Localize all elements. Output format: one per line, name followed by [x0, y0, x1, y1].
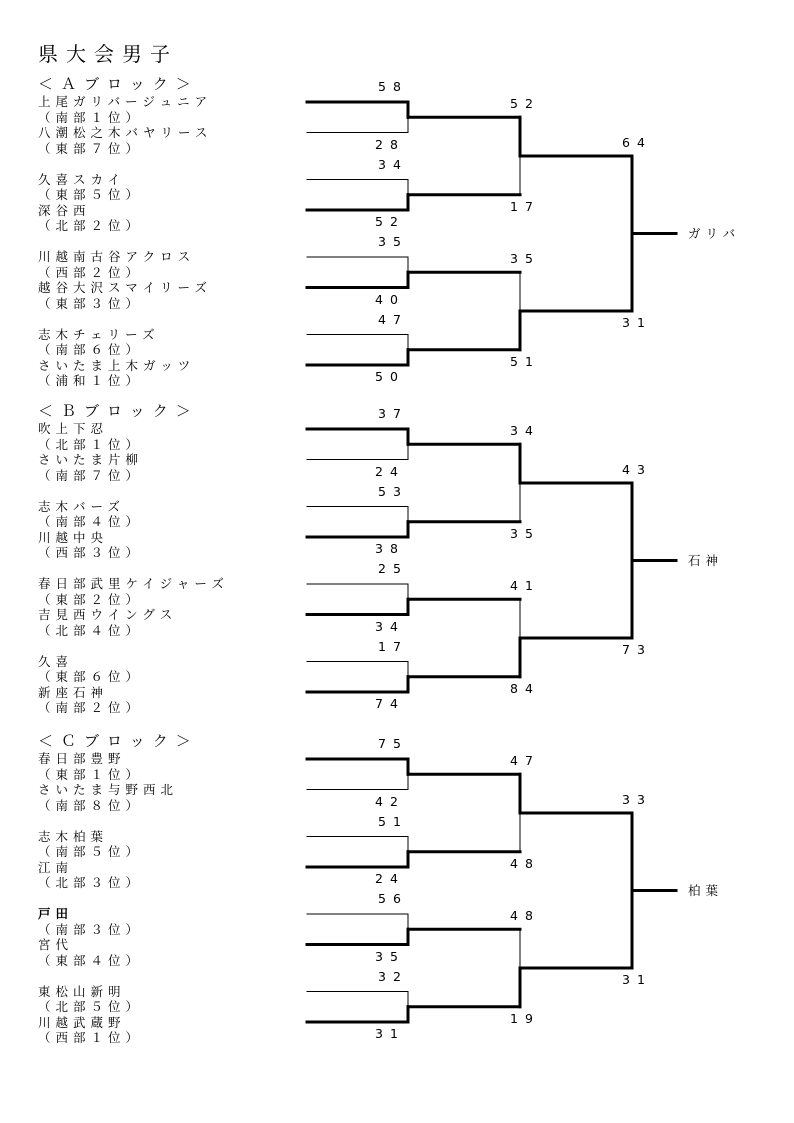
team-rank: （東部４位）	[38, 952, 144, 968]
score-label: 19	[510, 1010, 540, 1026]
team-name: 川越武蔵野	[38, 1014, 126, 1030]
score-label: 56	[378, 891, 408, 906]
score-label: 17	[378, 638, 408, 654]
team-name: 八潮松之木バヤリース	[38, 125, 213, 140]
team-rank: （南部２位）	[38, 700, 144, 715]
team-name: 東松山新明	[38, 983, 126, 999]
team-rank: （東部２位）	[38, 591, 144, 607]
team-name: 志木チェリーズ	[38, 326, 160, 342]
score-label: 84	[510, 680, 540, 696]
team-rank: （南部５位）	[38, 844, 144, 859]
score-label: 34	[510, 423, 540, 439]
team-rank: （東部１位）	[38, 766, 144, 782]
score-label: 75	[378, 736, 408, 751]
team-name: 吉見西ウイングス	[38, 607, 178, 622]
team-name: 吹上下忍	[38, 421, 109, 436]
score-label: 73	[622, 642, 652, 657]
score-label: 35	[510, 251, 540, 267]
team-name: 川越中央	[38, 529, 109, 545]
team-rank: （南部１位）	[38, 109, 144, 125]
team-name: 越谷大沢スマイリーズ	[38, 280, 212, 295]
score-label: 31	[622, 972, 652, 987]
team-rank: （東部５位）	[38, 187, 144, 202]
score-label: 24	[375, 871, 405, 886]
score-label: 28	[375, 136, 405, 152]
team-name: 春日部武里ケイジャーズ	[38, 576, 229, 591]
score-label: 52	[375, 214, 405, 229]
team-rank: （南部６位）	[38, 342, 144, 357]
team-rank: （西部１位）	[38, 1030, 144, 1045]
score-label: 25	[378, 561, 408, 576]
team-name: 春日部豊野	[38, 751, 126, 766]
team-rank: （北部１位）	[38, 436, 144, 452]
team-rank: （南部８位）	[38, 797, 144, 813]
score-label: 48	[510, 908, 540, 924]
score-label: 17	[510, 198, 540, 214]
score-label: 34	[378, 156, 408, 172]
score-label: 50	[375, 369, 405, 384]
score-label: 32	[378, 968, 408, 984]
score-label: 35	[375, 948, 405, 964]
team-name: 宮代	[38, 937, 74, 952]
team-name: 久喜スカイ	[38, 171, 126, 187]
team-name: 川越南古谷アクロス	[38, 249, 196, 264]
team-rank: （西部３位）	[38, 545, 144, 560]
score-label: 35	[510, 525, 540, 541]
score-label: 43	[622, 462, 652, 477]
team-rank: （南部４位）	[38, 514, 144, 529]
team-name: 志木柏葉	[38, 828, 109, 844]
block-winner: 柏葉	[688, 882, 724, 898]
team-rank: （北部４位）	[38, 622, 144, 638]
score-label: 24	[375, 463, 405, 479]
team-name: さいたま片柳	[38, 452, 144, 467]
team-name: 江南	[38, 859, 74, 875]
score-label: 31	[375, 1026, 405, 1041]
score-label: 51	[510, 353, 540, 369]
team-name: 新座石神	[38, 684, 109, 700]
team-rank: （東部３位）	[38, 295, 144, 311]
score-label: 33	[622, 792, 652, 807]
team-name: 戸田	[38, 906, 74, 921]
block-title: ＜Ａブロック＞	[38, 75, 199, 93]
score-label: 53	[378, 483, 408, 499]
score-label: 38	[375, 541, 405, 556]
team-rank: （南部７位）	[38, 467, 144, 483]
score-label: 40	[375, 291, 405, 307]
score-label: 35	[378, 234, 408, 249]
team-rank: （東部７位）	[38, 140, 144, 156]
score-label: 64	[622, 135, 652, 150]
score-label: 31	[622, 315, 652, 330]
block-winner: 石神	[688, 552, 724, 568]
team-rank: （南部３位）	[38, 921, 144, 937]
page-title: 県大会男子	[38, 42, 178, 66]
score-label: 47	[378, 311, 408, 327]
score-label: 47	[510, 753, 540, 769]
block-winner: ガリバ	[688, 225, 741, 241]
team-rank: （北部５位）	[38, 999, 144, 1014]
team-name: さいたま与野西北	[38, 782, 179, 797]
team-rank: （浦和１位）	[38, 373, 144, 388]
team-rank: （北部３位）	[38, 875, 144, 890]
score-label: 48	[510, 855, 540, 871]
score-label: 51	[378, 813, 408, 829]
team-rank: （東部６位）	[38, 669, 144, 684]
score-label: 52	[510, 96, 540, 112]
score-label: 41	[510, 578, 540, 594]
score-label: 58	[378, 79, 408, 94]
score-label: 42	[375, 793, 405, 809]
team-rank: （北部２位）	[38, 218, 144, 233]
score-label: 74	[375, 696, 405, 711]
team-name: さいたま上木ガッツ	[38, 357, 196, 373]
team-name: 上尾ガリバージュニア	[38, 94, 213, 109]
score-label: 34	[375, 618, 405, 634]
score-label: 37	[378, 406, 408, 421]
block-title: ＜Ｃブロック＞	[38, 732, 199, 750]
team-rank: （西部２位）	[38, 264, 144, 280]
team-name: 深谷西	[38, 202, 91, 218]
team-name: 志木バーズ	[38, 498, 125, 514]
block-title: ＜Ｂブロック＞	[38, 402, 199, 420]
team-name: 久喜	[38, 653, 74, 669]
